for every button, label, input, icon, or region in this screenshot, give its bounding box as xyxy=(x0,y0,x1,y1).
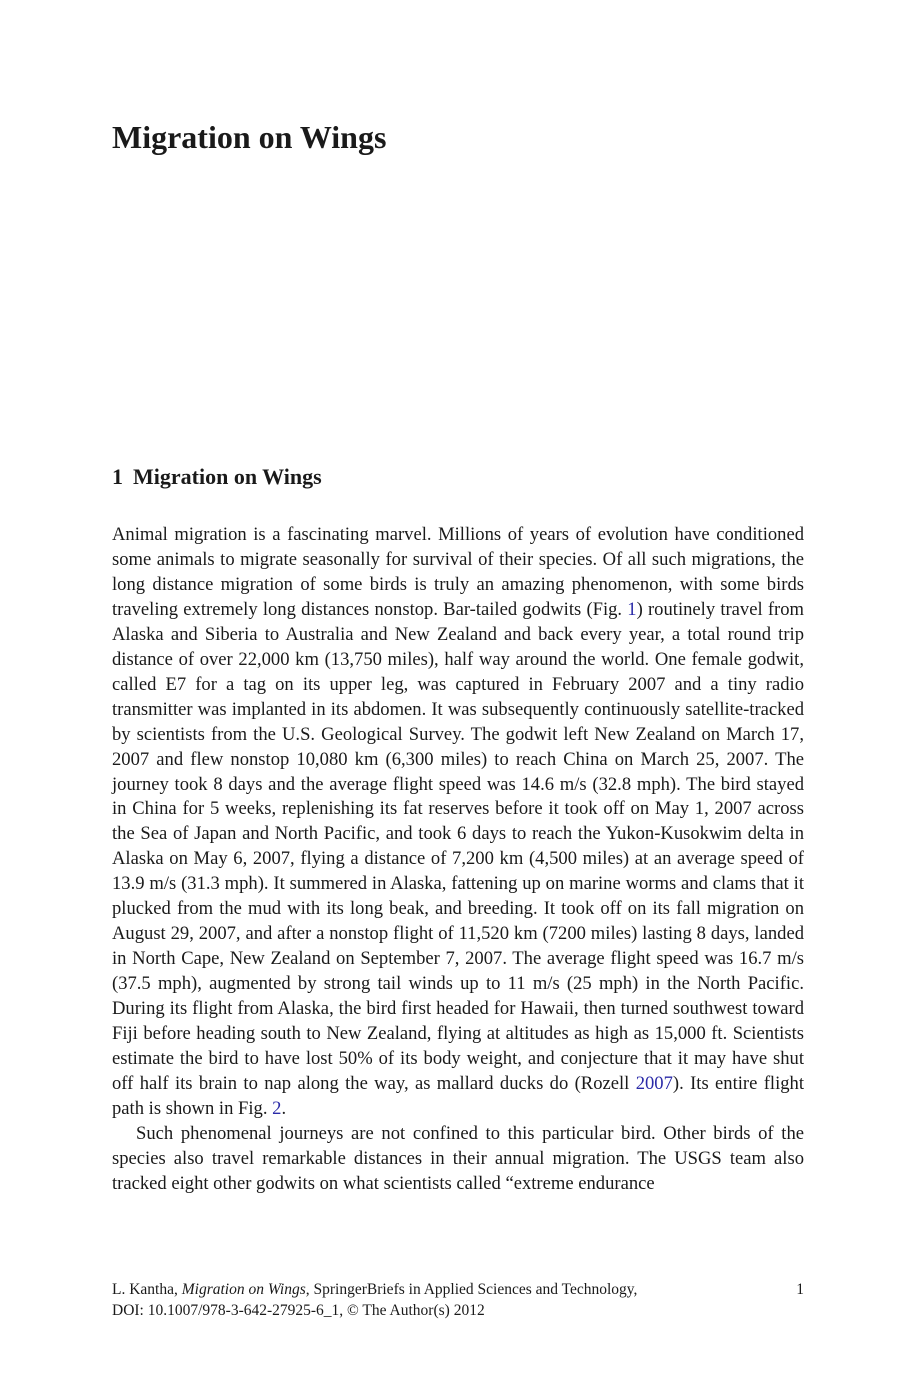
text-run: Such phenomenal journeys are not confined to this particular bird. Other birds of the species also travel remarkable distances in their annual migration. The USGS team also tracked eight other godwits on what scientists called “extreme endurance xyxy=(112,1122,804,1194)
section-title: Migration on Wings xyxy=(133,464,322,489)
footer-author: L. Kantha, xyxy=(112,1281,182,1298)
footer-series: , SpringerBriefs in Applied Sciences and Technology, xyxy=(305,1281,638,1298)
text-run: Animal migration is a fascinating marvel. Millions of years of evolution have conditioned some animals to migrate seasonally for survival of their species. Of all such migrations, the long distance migration of some birds is truly an amazing phenomenon, with some birds traveling extremely long distances nonstop. Bar-tailed godwits (Fig. xyxy=(112,524,804,620)
paragraph-2 xyxy=(112,1122,804,1197)
citation-rozell-2007-link[interactable]: 2007 xyxy=(635,1072,673,1094)
chapter-title: Migration on Wings xyxy=(112,119,387,155)
doi-line: DOI: 10.1007/978-3-642-27925-6_1, © The Author(s) 2012 xyxy=(112,1302,485,1319)
figure-1-link[interactable]: 1 xyxy=(627,598,637,620)
text-run: ). Its entire flight path is shown in Fig. xyxy=(112,1072,804,1119)
paragraph-1 xyxy=(112,523,804,1122)
text-run: ) routinely travel from Alaska and Siberia to Australia and New Zealand and back every year, a total round trip distance of over 22,000 km (13,750 miles), half way around the world. One female godwit, called E7 for a tag on its upper leg, was captured in February 2007 and a tiny radio transmitter was implanted in its abdomen. It was subsequently continuously satellite-tracked by scientists from the U.S. Geological Survey. The godwit left New Zealand on March 17, 2007 and flew nonstop 10,080 km (6,300 miles) to reach China on March 25, 2007. The journey took 8 days and the average flight speed was 14.6 m/s (32.8 mph). The bird stayed in China for 5 weeks, replenishing its fat reserves before it took off on May 1, 2007 across the Sea of Japan and North Pacific, and took 6 days to reach the Yukon-Kusokwim delta in Alaska on May 6, 2007, flying a distance of 7,200 km (4,500 miles) at an average speed of 13.9 m/s (31.3 mph). It summered in Alaska, fattening up on marine worms and clams that it plucked from the mud with its long beak, and breeding. It took off on its fall migration on August 29, 2007, and after a nonstop flight of 11,520 km (7200 miles) lasting 8 days, landed in North Cape, New Zealand on September 7, 2007. The average flight speed was 16.7 m/s (37.5 mph), augmented by strong tail winds up to 11 m/s (25 mph) in the North Pacific. During its flight from Alaska, the bird first headed for Hawaii, then turned southwest toward Fiji before heading south to New Zealand, flying at altitudes as high as 15,000 ft. Scientists estimate the bird to have lost 50% of its body weight, and conjecture that it may have shut off half its brain to nap along the way, as mallard ducks do (Rozell xyxy=(112,598,804,1094)
section-heading xyxy=(112,462,322,492)
section-number: 1 xyxy=(112,464,123,489)
text-run: . xyxy=(281,1097,287,1119)
footer-book-title: Migration on Wings xyxy=(181,1281,306,1298)
page-footer xyxy=(112,1279,804,1321)
page-number: 1 xyxy=(796,1281,804,1298)
citation-line xyxy=(112,1279,637,1300)
body-text xyxy=(112,523,804,1197)
figure-2-link[interactable]: 2 xyxy=(272,1097,282,1119)
